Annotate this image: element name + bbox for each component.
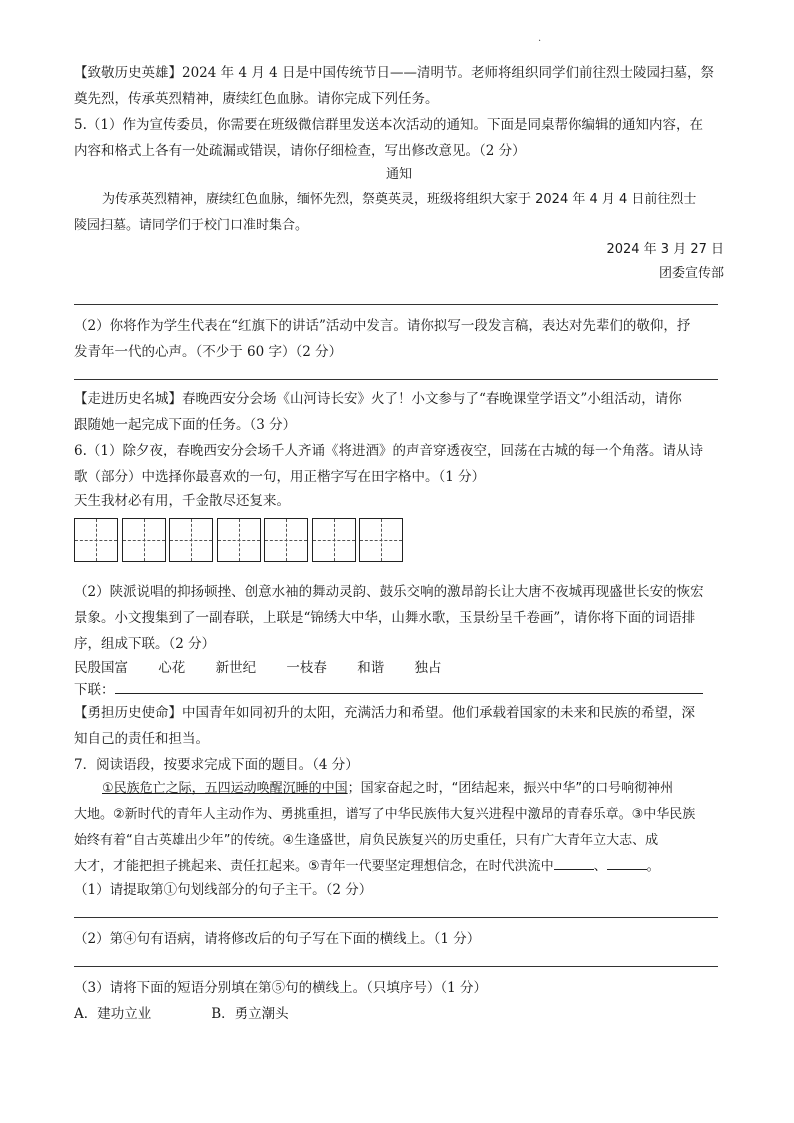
tianzige-cell[interactable] xyxy=(217,518,261,562)
section1-intro-line1: 【致敬历史英雄】2024 年 4 月 4 日是中国传统节日——清明节。老师将组织同学们前往烈士陵园扫墓，祭 xyxy=(74,65,714,81)
xialian-label: 下联： xyxy=(74,682,115,698)
q5-part2-answer-line[interactable] xyxy=(74,379,718,380)
scan-mark: · xyxy=(538,36,542,47)
option-a: A．建功立业 xyxy=(74,1006,152,1022)
poem-line: 天生我材必有用，千金散尽还复来。 xyxy=(74,493,290,509)
passage-blank-1[interactable] xyxy=(554,857,594,870)
tianzige-cell[interactable] xyxy=(264,518,308,562)
q6-part2-line1: （2）陕派说唱的抑扬顿挫、创意水袖的舞动灵韵、鼓乐交响的激昂韵长让大唐不夜城再现盛世长安的恢宏 xyxy=(74,584,704,600)
section1-intro-line2: 奠先烈，传承英烈精神，赓续红色血脉。请你完成下列任务。 xyxy=(74,91,439,107)
tianzige-cell[interactable] xyxy=(312,518,356,562)
passage-blank-2[interactable] xyxy=(607,857,647,870)
q7-sub1-answer-line[interactable] xyxy=(74,917,718,918)
q5-part1-answer-line[interactable] xyxy=(74,304,718,305)
word-bank xyxy=(74,658,724,678)
tianzige-cell[interactable] xyxy=(359,518,403,562)
passage-underlined-phrase: ①民族危亡之际，五四运动唤醒沉睡的中国 xyxy=(102,781,348,796)
section2-intro-line1: 【走进历史名城】春晚西安分会场《山河诗长安》火了！小文参与了“春晚课堂学语文”小组活动，请你 xyxy=(74,391,682,407)
q5-part2-line1: （2）你将作为学生代表在“红旗下的讲话”活动中发言。请你拟写一段发言稿，表达对先辈们的敬仰，抒 xyxy=(74,318,691,334)
option-b: B．勇立潮头 xyxy=(211,1006,289,1022)
q7-options xyxy=(74,1004,724,1024)
notice-department: 团委宣传部 xyxy=(658,266,724,281)
section3-intro-line1: 【勇担历史使命】中国青年如同初升的太阳，充满活力和希望。他们承载着国家的未来和民族的希望，深 xyxy=(74,705,695,721)
notice-body-line2: 陵园扫墓。请同学们于校门口准时集合。 xyxy=(74,218,309,233)
notice-title: 通知 xyxy=(385,167,412,182)
word-item: 民殷国富 xyxy=(74,660,128,676)
passage-line4-text: 大才，才能把担子挑起来、责任扛起来。⑤青年一代要坚定理想信念，在时代洪流中 xyxy=(74,859,554,874)
q6-part2-line3: 序，组成下联。（2 分） xyxy=(74,636,216,652)
q5-part1-line2: 内容和格式上各有一处疏漏或错误，请你仔细检查，写出修改意见。（2 分） xyxy=(74,143,526,159)
section2-intro-line2: 跟随她一起完成下面的任务。（3 分） xyxy=(74,417,297,433)
notice-body-line1: 为传承英烈精神，赓续红色血脉，缅怀先烈，祭奠英灵，班级将组织大家于 2024 年 4 月 4 日前往烈士 xyxy=(102,192,697,207)
tianzige-cell[interactable] xyxy=(169,518,213,562)
q7-sub1: （1）请提取第①句划线部分的句子主干。（2 分） xyxy=(74,882,373,898)
word-item: 一枝春 xyxy=(286,660,327,676)
q6-part1-line1: 6.（1）除夕夜，春晚西安分会场千人齐诵《将进酒》的声音穿透夜空，回荡在古城的每一个角落。请从诗 xyxy=(74,443,703,459)
tianzige-grid xyxy=(74,518,407,562)
q5-part1-line1: 5.（1）作为宣传委员，你需要在班级微信群里发送本次活动的通知。下面是同桌帮你编辑的通知内容，在 xyxy=(74,117,703,133)
word-item: 心花 xyxy=(158,660,186,676)
passage-end-mark: 。 xyxy=(646,859,660,874)
q7-sub2: （2）第④句有语病，请将修改后的句子写在下面的横线上。（1 分） xyxy=(74,931,481,947)
q6-part2-line2: 景象。小文搜集到了一副春联，上联是“锦绣大中华，山舞水歌，玉景纷呈千卷画”，请你将下面的词语排 xyxy=(74,610,696,626)
blank-separator: 、 xyxy=(593,859,607,874)
section3-intro-line2: 知自己的责任和担当。 xyxy=(74,731,209,747)
word-item: 新世纪 xyxy=(215,660,257,676)
tianzige-cell[interactable] xyxy=(74,518,118,562)
q7-heading: 7．阅读语段，按要求完成下面的题目。（4 分） xyxy=(74,757,359,773)
xialian-answer-line[interactable] xyxy=(115,681,703,694)
word-item: 和谐 xyxy=(357,660,385,676)
tianzige-cell[interactable] xyxy=(122,518,166,562)
q7-sub3: （3）请将下面的短语分别填在第⑤句的横线上。（只填序号）（1 分） xyxy=(74,980,487,996)
q5-part2-line2: 发青年一代的心声。（不少于 60 字）（2 分） xyxy=(74,344,343,360)
q6-part1-line2: 歌（部分）中选择你最喜欢的一句，用正楷字写在田字格中。（1 分） xyxy=(74,469,486,485)
notice-date: 2024 年 3 月 27 日 xyxy=(606,242,724,257)
xialian-row xyxy=(74,680,724,700)
q7-sub2-answer-line[interactable] xyxy=(74,966,718,967)
passage-line1-rest: ；国家奋起之时，“团结起来，振兴中华”的口号响彻神州 xyxy=(347,781,674,796)
q7-passage-line4 xyxy=(74,857,724,877)
q7-passage-line3: 始终有着“自古英雄出少年”的传统。④生逢盛世，肩负民族复兴的历史重任，只有广大青年立大志、成 xyxy=(74,833,659,848)
word-item: 独占 xyxy=(414,660,442,676)
q7-passage-line1 xyxy=(102,779,752,799)
q7-passage-line2: 大地。②新时代的青年人主动作为、勇挑重担，谱写了中华民族伟大复兴进程中激昂的青春乐章。③中华民族 xyxy=(74,807,696,822)
